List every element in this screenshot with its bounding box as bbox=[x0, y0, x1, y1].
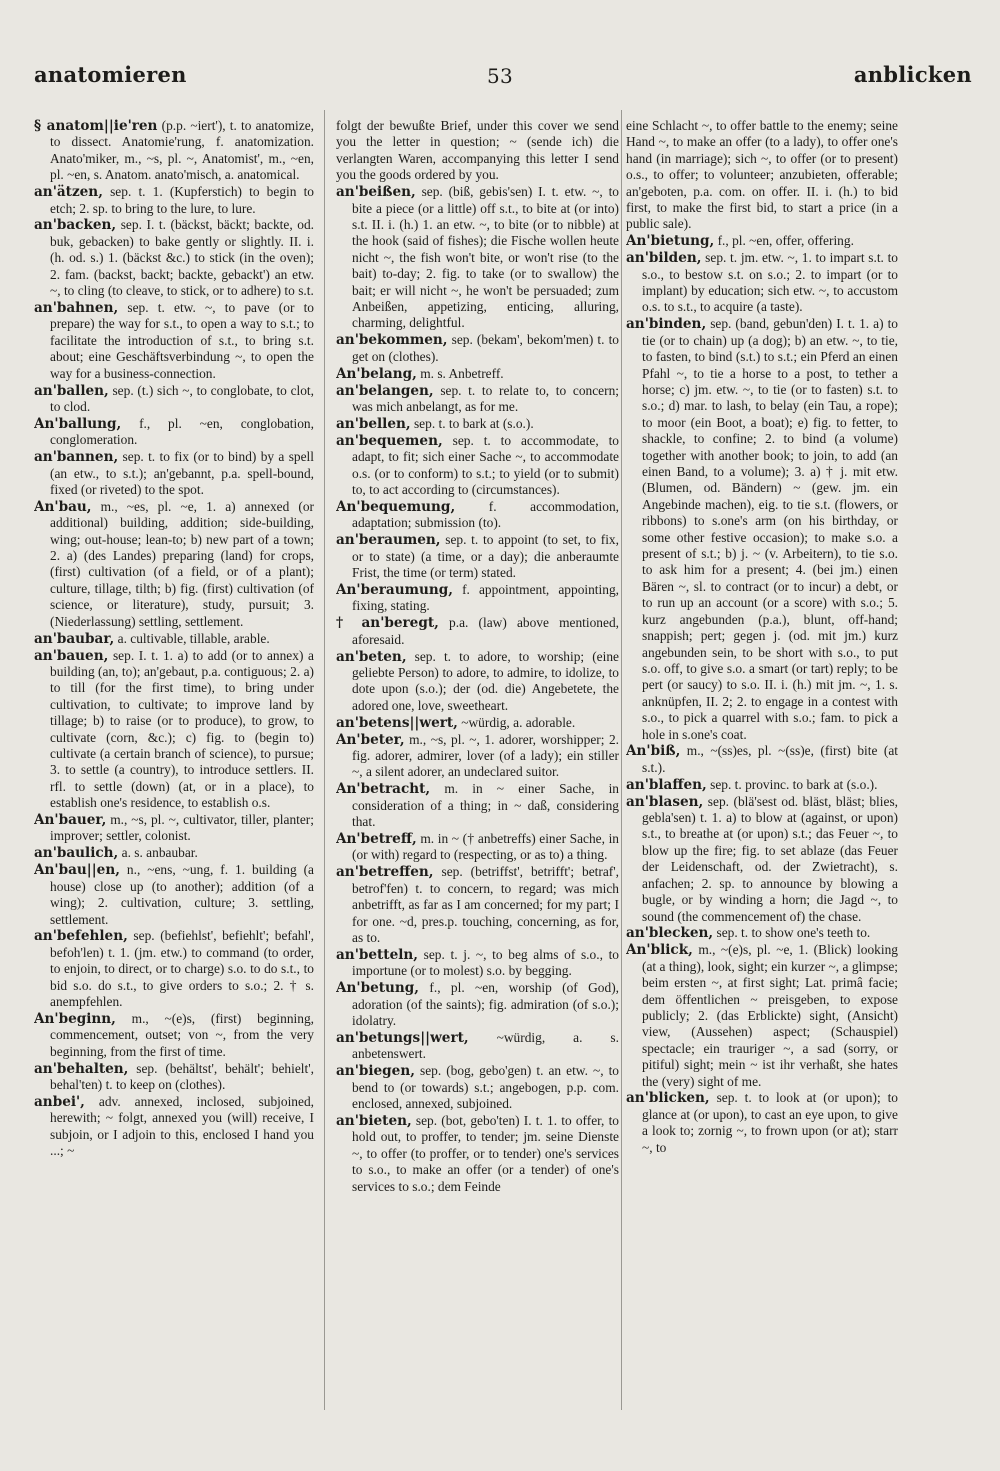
dictionary-entry bbox=[336, 715, 619, 731]
dictionary-entry bbox=[626, 233, 898, 249]
entry-definition: m., ~s, pl. ~, cultivator, tiller, planter; improver; settler, colonist. bbox=[50, 812, 314, 844]
dictionary-entry bbox=[336, 1030, 619, 1063]
dictionary-entry bbox=[34, 845, 314, 861]
dictionary-entry bbox=[626, 743, 898, 776]
entry-definition: m., ~es, pl. ~e, 1. a) annexed (or additional) building, addition; side-building, wing; out-house; lean-to; b) new part of a town; 2. a) (des Landes) preparing (land) for crops, (first) cultivation (of a field, or of a plant); culture, tillage, tilth; b) fig. (first) cultivation (of science, or literature), study, pursuit; 3. (Niederlassung) settling, settlement. bbox=[50, 498, 314, 629]
dictionary-entry bbox=[336, 980, 619, 1029]
dictionary-entry bbox=[34, 1094, 314, 1160]
dictionary-entry bbox=[336, 184, 619, 332]
entry-definition: sep. t. provinc. to bark at (s.o.). bbox=[710, 776, 878, 792]
entry-headword: an'bieten, bbox=[336, 1112, 412, 1129]
entry-definition: folgt der bewußte Brief, under this cover we send you the letter in question; ~ (sende ich) die verlangten Waren, accompanying this letter I send you the goods ordered by you. bbox=[336, 118, 619, 183]
entry-headword: An'bau, bbox=[34, 498, 92, 515]
dictionary-entry bbox=[626, 118, 898, 233]
dictionary-entry bbox=[626, 777, 898, 793]
entry-headword: An'bequemung, bbox=[336, 498, 456, 515]
entry-definition: f., pl. ~en, conglobation, conglomeration. bbox=[50, 415, 314, 448]
entry-headword: an'ätzen, bbox=[34, 184, 103, 201]
entry-headword: An'bauer, bbox=[34, 812, 107, 829]
entry-headword: An'betung, bbox=[336, 980, 420, 997]
dictionary-entry bbox=[336, 366, 619, 382]
entry-headword: an'betteln, bbox=[336, 946, 418, 963]
dictionary-entry bbox=[34, 631, 314, 647]
entry-definition: sep. t. to accommodate, to adapt, to fit; sich einer Sache ~, to accommodate o.s. (or to conform) to s.t.; to yield (or to submit) to, to act according to (circumstances). bbox=[352, 432, 619, 497]
entry-definition: sep. (behältst', behält'; behielt', behal'ten) t. to keep on (clothes). bbox=[50, 1060, 314, 1093]
dictionary-entry bbox=[336, 947, 619, 980]
entry-headword: an'ballen, bbox=[34, 382, 109, 399]
dictionary-entry bbox=[34, 648, 314, 812]
entry-headword: an'bannen, bbox=[34, 449, 119, 466]
dictionary-entry bbox=[336, 781, 619, 830]
column-right bbox=[626, 118, 898, 1408]
entry-definition: sep. t. jm. etw. ~, 1. to impart s.t. to s.o., to bestow s.t. on s.o.; 2. to impart (or to implant) by education; sich etw. ~, to accustom o.s. to s.t., to acquire (a taste). bbox=[642, 250, 898, 315]
entry-definition: sep. t. to show one's teeth to. bbox=[716, 925, 871, 941]
entry-definition: n., ~ens, ~ung, f. 1. building (a house) close up (to another); addition (of a wing); 2. cultivation, culture; 3. settling, settlement. bbox=[50, 862, 314, 927]
entry-headword: an'beraumen, bbox=[336, 532, 441, 549]
entry-definition: a. cultivable, tillable, arable. bbox=[117, 630, 270, 646]
entry-headword: an'baubar, bbox=[34, 630, 115, 647]
dictionary-entry bbox=[626, 1090, 898, 1156]
entry-headword: an'befehlen, bbox=[34, 928, 128, 945]
running-head-left: anatomieren bbox=[34, 62, 187, 87]
entry-headword: an'blasen, bbox=[626, 793, 704, 810]
dictionary-entry bbox=[336, 649, 619, 715]
column-middle bbox=[336, 118, 619, 1408]
dictionary-entry bbox=[34, 449, 314, 498]
dictionary-entry bbox=[626, 942, 898, 1090]
running-head-right: anblicken bbox=[853, 62, 972, 87]
entry-definition: ~würdig, a. s. anbetenswert. bbox=[352, 1029, 619, 1062]
entry-headword: An'beter, bbox=[336, 731, 405, 748]
dictionary-entry bbox=[336, 118, 619, 184]
entry-headword: an'blicken, bbox=[626, 1090, 710, 1107]
entry-definition: sep. (biß, gebis'sen) I. t. etw. ~, to bite a piece (or a little) off s.t., to bite at (or into) s.t. II. i. (h.) 1. an etw. ~, to bite (or to nibble) at the hook (said of fishes); die Fische wollen heute nicht ~, the fish won't bite, or won't rise (to the bait) to-day; 2. fig. to take (or to swallow) the bait; er will nicht ~, he won't be persuaded; zum Anbeißen, appetizing, enticing, alluring, charming, delightful. bbox=[352, 184, 619, 331]
entry-definition: m., ~(e)s, (first) beginning, commencement, outset; von ~, from the very beginning, from the first of time. bbox=[50, 1010, 314, 1059]
entry-headword: an'binden, bbox=[626, 316, 707, 333]
dictionary-entry bbox=[336, 1113, 619, 1195]
dictionary-entry bbox=[34, 928, 314, 1010]
entry-headword: an'bellen, bbox=[336, 415, 411, 432]
entry-headword: an'bequemen, bbox=[336, 432, 443, 449]
dictionary-entry bbox=[336, 499, 619, 532]
entry-headword: an'blecken, bbox=[626, 925, 714, 942]
entry-headword: An'biß, bbox=[626, 743, 681, 760]
entry-headword: an'behalten, bbox=[34, 1060, 129, 1077]
entry-headword: an'blaffen, bbox=[626, 776, 707, 793]
entry-definition: f., pl. ~en, offer, offering. bbox=[717, 233, 854, 249]
entry-headword: An'belang, bbox=[336, 365, 417, 382]
dictionary-entry bbox=[34, 300, 314, 382]
entry-headword: an'belangen, bbox=[336, 382, 434, 399]
entry-definition: m., ~s, pl. ~, 1. adorer, worshipper; 2. fig. adorer, admirer, lover (of a lady); ein stiller ~, a silent adorer, an undeclared suitor. bbox=[352, 731, 619, 780]
entry-definition: m., ~(e)s, pl. ~e, 1. (Blick) looking (at a thing), look, sight; ein kurzer ~, a glimpse; beim ersten ~, at first sight; Lat. primâ facie; dem öffentlichen ~ preisgeben, to expose publicly; 2. (das Erblickte) sight, (Ansicht) view, (Aussehen) aspect; (Schauspiel) spectacle; ein trauriger ~, a sad (sorry, or pitiful) sight; mein ~ ist ihr verhaßt, she hates the (very) sight of me. bbox=[642, 942, 898, 1089]
entry-headword: an'biegen, bbox=[336, 1063, 415, 1080]
dictionary-entry bbox=[34, 1011, 314, 1060]
dictionary-entry bbox=[336, 732, 619, 781]
dictionary-entry bbox=[336, 532, 619, 581]
dictionary-entry bbox=[34, 118, 314, 184]
dictionary-entry bbox=[336, 433, 619, 499]
dictionary-entry bbox=[336, 383, 619, 416]
entry-definition: sep. I. t. (bäckst, bäckt; backte, od. buk, gebacken) to bake gently or slightly. II. i. (h. od. s.) 1. (bäckst &c.) to stick (in the oven); 2. fam. (backst, backt; backte, gebackt') an etw. ~, to cling (to cleave, to stick, or to adhere) to s.t. bbox=[50, 217, 314, 299]
entry-definition: a. s. anbaubar. bbox=[121, 845, 198, 861]
entry-definition: sep. t. to relate to, to concern; was mich anbelangt, as for me. bbox=[352, 382, 619, 414]
entry-headword: An'beginn, bbox=[34, 1010, 116, 1027]
entry-definition: ~würdig, a. adorable. bbox=[461, 714, 576, 730]
entry-definition: sep. (blä'sest od. bläst, bläst; blies, gebla'sen) t. 1. a) to blow at (against, or upon) s.t., to breathe at (or upon) s.t.; das Feuer ~, to blow up the fire; fig. to set ablaze (das Feuer der Leidenschaft, od. der Zwietracht), s. anfachen; 2. sp. to announce by blowing a bugle, or by winding a horn; die Jagd ~, to sound (the commencement of) the chase. bbox=[642, 793, 898, 924]
dictionary-entry bbox=[336, 831, 619, 864]
entry-headword: An'ballung, bbox=[34, 415, 122, 432]
entry-headword: an'betreffen, bbox=[336, 864, 434, 881]
entry-definition: sep. t. to look at (or upon); to glance at (or upon), to cast an eye upon, to give a look to; zornig ~, to frown upon (or at); starr ~, to bbox=[642, 1090, 898, 1155]
entry-headword: An'bau||en, bbox=[34, 862, 120, 879]
entry-headword: an'betungs||wert, bbox=[336, 1029, 469, 1046]
dictionary-entry bbox=[336, 332, 619, 365]
entry-definition: (p.p. ~iert'), t. to anatomize, to dissect. Anatomie'rung, f. anatomization. Anato'miker, m., ~s, pl. ~, Anatomist', m., ~en, pl. ~en, s. Anatom. anato'misch, a. anatomical. bbox=[50, 118, 314, 183]
dictionary-entry bbox=[336, 615, 619, 648]
dictionary-entry bbox=[336, 864, 619, 946]
entry-headword: an'betens||wert, bbox=[336, 714, 458, 731]
dictionary-entry bbox=[34, 217, 314, 299]
entry-definition: sep. t. to adore, to worship; (eine geliebte Person) to adore, to admire, to idolize, to dote upon (s.o.); der (od. die) Angebetete, the adored one, love, sweetheart. bbox=[352, 648, 619, 713]
entry-definition: sep. t. to fix (or to bind) by a spell (an etw., to s.t.); an'gebannt, p.a. spell-bound, fixed (or riveted) to the spot. bbox=[50, 449, 314, 497]
entry-headword: An'betreff, bbox=[336, 830, 417, 847]
dictionary-entry bbox=[626, 250, 898, 316]
entry-definition: sep. t. j. ~, to beg alms of s.o., to importune (or to molest) s.o. by begging. bbox=[352, 946, 619, 979]
entry-definition: sep. (betriffst', betrifft'; betraf', betrof'fen) t. to concern, to regard; was mich anbetrifft, as far as I am concerned; for my part; I for one. ~d, pres.p. touching, concerning, as for, as to. bbox=[352, 864, 619, 945]
dictionary-entry bbox=[34, 383, 314, 416]
entry-headword: An'bietung, bbox=[626, 233, 715, 250]
entry-headword: an'beten, bbox=[336, 648, 407, 665]
entry-definition: f., pl. ~en, worship (of God), adoration (of the saints); fig. admiration (of s.o.); idolatry. bbox=[352, 980, 619, 1028]
entry-definition: sep. (befiehlst', befiehlt'; befahl', befoh'len) t. 1. (jm. etw.) to command (to order, to enjoin, to direct, or to charge) s.o. to do s.t., to bid s.o. do s.t., to give orders to s.o.; 2. † s. anempfehlen. bbox=[50, 928, 314, 1010]
entry-definition: f. appointment, appointing, fixing, stating. bbox=[352, 581, 619, 614]
dictionary-entry bbox=[336, 582, 619, 615]
entry-definition: sep. t. to bark at (s.o.). bbox=[413, 415, 534, 431]
entry-definition: sep. (band, gebun'den) I. t. 1. a) to tie (or to chain) up (a dog); b) an etw. ~, to tie, to fasten, to bind (s.t.) to s.t.; ein Pferd an einen Pfahl ~, to tie a horse to a post, to tether a horse; c) jm. etw. ~, to tie (or to fasten) s.t. to s.o.; d) mar. to lash, to belay (ein Tau, a rope); to moor (ein Boot, a boat); e) fig. to fetter, to shackle, to confine; 2. to bind (a volume) together with another book; to join, to add (an einen Band, to a volume); 3. a) † j. mit etw. (Blumen, od. Bändern) ~ (gew. jm. ein Angebinde machen), eig. to tie s.t. (flowers, or ribbons) to s.one's arm (on his birthday, or some other festive occasion); to make s.o. a present of s.t.; b) j. ~ (v. Arbeitern), to tie s.o. to ask him for a present; 4. (bei jm.) einen Bären ~, sl. to contract (or to incur) a debt, or to run up an account (or a score) with s.o.; 5. kurz angebunden (p.a.), blunt, off-hand; snappish; pert; gegen j. (od. mit jm.) kurz angebunden sein, to be short with s.o., to put s.o. off, to give s.o. a smart (or tart) reply; to be pert (or saucy) to s.o. II. i. (h.) mit jm. ~, 1. s. anknüpfen, II. 2; 2. to engage in a contest with s.o., to pick a quarrel with s.o.; fam. to pick a hole in s.one's coat. bbox=[642, 316, 898, 742]
column-left bbox=[34, 118, 314, 1408]
entry-headword: anbei', bbox=[34, 1093, 85, 1110]
dictionary-entry bbox=[34, 862, 314, 928]
entry-definition: sep. (bekam', bekom'men) t. to get on (clothes). bbox=[352, 332, 619, 364]
entry-definition: sep. t. etw. ~, to pave (or to prepare) the way for s.t., to open a way to s.t.; to facilitate the introduction of s.t., to bring s.t. about; eine Geschäftsverbindung ~, to open the way for a business-connection. bbox=[50, 299, 314, 381]
entry-definition: sep. (t.) sich ~, to conglobate, to clot, to clod. bbox=[50, 382, 314, 414]
entry-headword: An'beraumung, bbox=[336, 581, 453, 598]
entry-headword: an'bahnen, bbox=[34, 299, 119, 316]
entry-definition: adv. annexed, inclosed, subjoined, herewith; ~ folgt, annexed you (will) receive, I subjoin, or I adjoin to this, enclosed I hand you ...; ~ bbox=[50, 1093, 314, 1159]
dictionary-entry bbox=[34, 416, 314, 449]
entry-headword: an'beißen, bbox=[336, 184, 416, 201]
entry-headword: an'bekommen, bbox=[336, 332, 448, 349]
dictionary-entry bbox=[34, 1061, 314, 1094]
entry-definition: p.a. (law) above mentioned, aforesaid. bbox=[352, 615, 619, 647]
entry-definition: sep. t. to appoint (to set, to fix, or to state) (a time, or a day); die anberaumte Frist, the time (or term) stated. bbox=[352, 532, 619, 580]
entry-definition: f. accommodation, adaptation; submission (to). bbox=[352, 498, 619, 531]
entry-headword: an'backen, bbox=[34, 217, 117, 234]
dictionary-entry bbox=[336, 1063, 619, 1112]
entry-headword: § anatom||ie'ren bbox=[34, 118, 158, 134]
dictionary-entry bbox=[626, 794, 898, 925]
dictionary-entry bbox=[336, 416, 619, 432]
entry-definition: m. in ~ († anbetreffs) einer Sache, in (or with) regard to (respecting, or as to) a thing. bbox=[352, 830, 619, 863]
column-divider bbox=[324, 110, 325, 1410]
entry-headword: an'bauen, bbox=[34, 647, 109, 664]
entry-definition: sep. (bog, gebo'gen) t. an etw. ~, to bend to (or towards) s.t.; angebogen, p.p. com. enclosed, annexed, subjoined. bbox=[352, 1063, 619, 1111]
dictionary-entry bbox=[626, 316, 898, 743]
entry-headword: An'betracht, bbox=[336, 781, 431, 798]
entry-definition: sep. I. t. 1. a) to add (or to annex) a building (an, to); an'gebaut, p.a. contiguous; 2. a) to till (for the first time), to bring under cultivation, to cultivate; to improve land by tillage; b) to raise (or to produce), to grow, to cultivate (corn, &c.); c) fig. to (begin to) cultivate (a certain branch of science), to pursue; 3. to settle (a country), to introduce settlers. II. rfl. to settle (down) (at, or in a place), to establish one's residence, to establish o.s. bbox=[50, 647, 314, 811]
entry-headword: an'baulich, bbox=[34, 845, 119, 862]
page-number: 53 bbox=[486, 64, 514, 88]
dictionary-entry bbox=[626, 925, 898, 941]
entry-headword: an'bilden, bbox=[626, 250, 702, 267]
entry-headword: † an'beregt, bbox=[336, 615, 439, 632]
entry-definition: sep. t. 1. (Kupferstich) to begin to etch; 2. sp. to bring to the lure, to lure. bbox=[50, 184, 314, 216]
dictionary-entry bbox=[34, 499, 314, 630]
entry-definition: m. in ~ einer Sache, in consideration of a thing; in ~ daß, considering that. bbox=[352, 781, 619, 830]
entry-definition: sep. (bot, gebo'ten) I. t. 1. to offer, to hold out, to proffer, to tender; jm. seine Dienste ~, to offer (to proffer, or to tender) one's services to s.o., to make an offer (or a tender) of one's services to s.o.; dem Feinde bbox=[352, 1112, 619, 1194]
dictionary-entry bbox=[34, 812, 314, 845]
column-divider bbox=[621, 110, 622, 1410]
entry-definition: eine Schlacht ~, to offer battle to the enemy; seine Hand ~, to make an offer (to a lady), to offer one's hand (in marriage); sich ~, to offer (or to present) o.s., to offer; to volunteer; anzubieten, offerable; an'geboten, p.a. com. on offer. II. i. (h.) to bid first, to make the first bid, to start a price (in a public sale). bbox=[626, 118, 898, 232]
dictionary-entry bbox=[34, 184, 314, 217]
entry-definition: m., ~(ss)es, pl. ~(ss)e, (first) bite (at s.t.). bbox=[642, 743, 898, 775]
entry-definition: m. s. Anbetreff. bbox=[420, 365, 504, 381]
entry-headword: An'blick, bbox=[626, 942, 693, 959]
